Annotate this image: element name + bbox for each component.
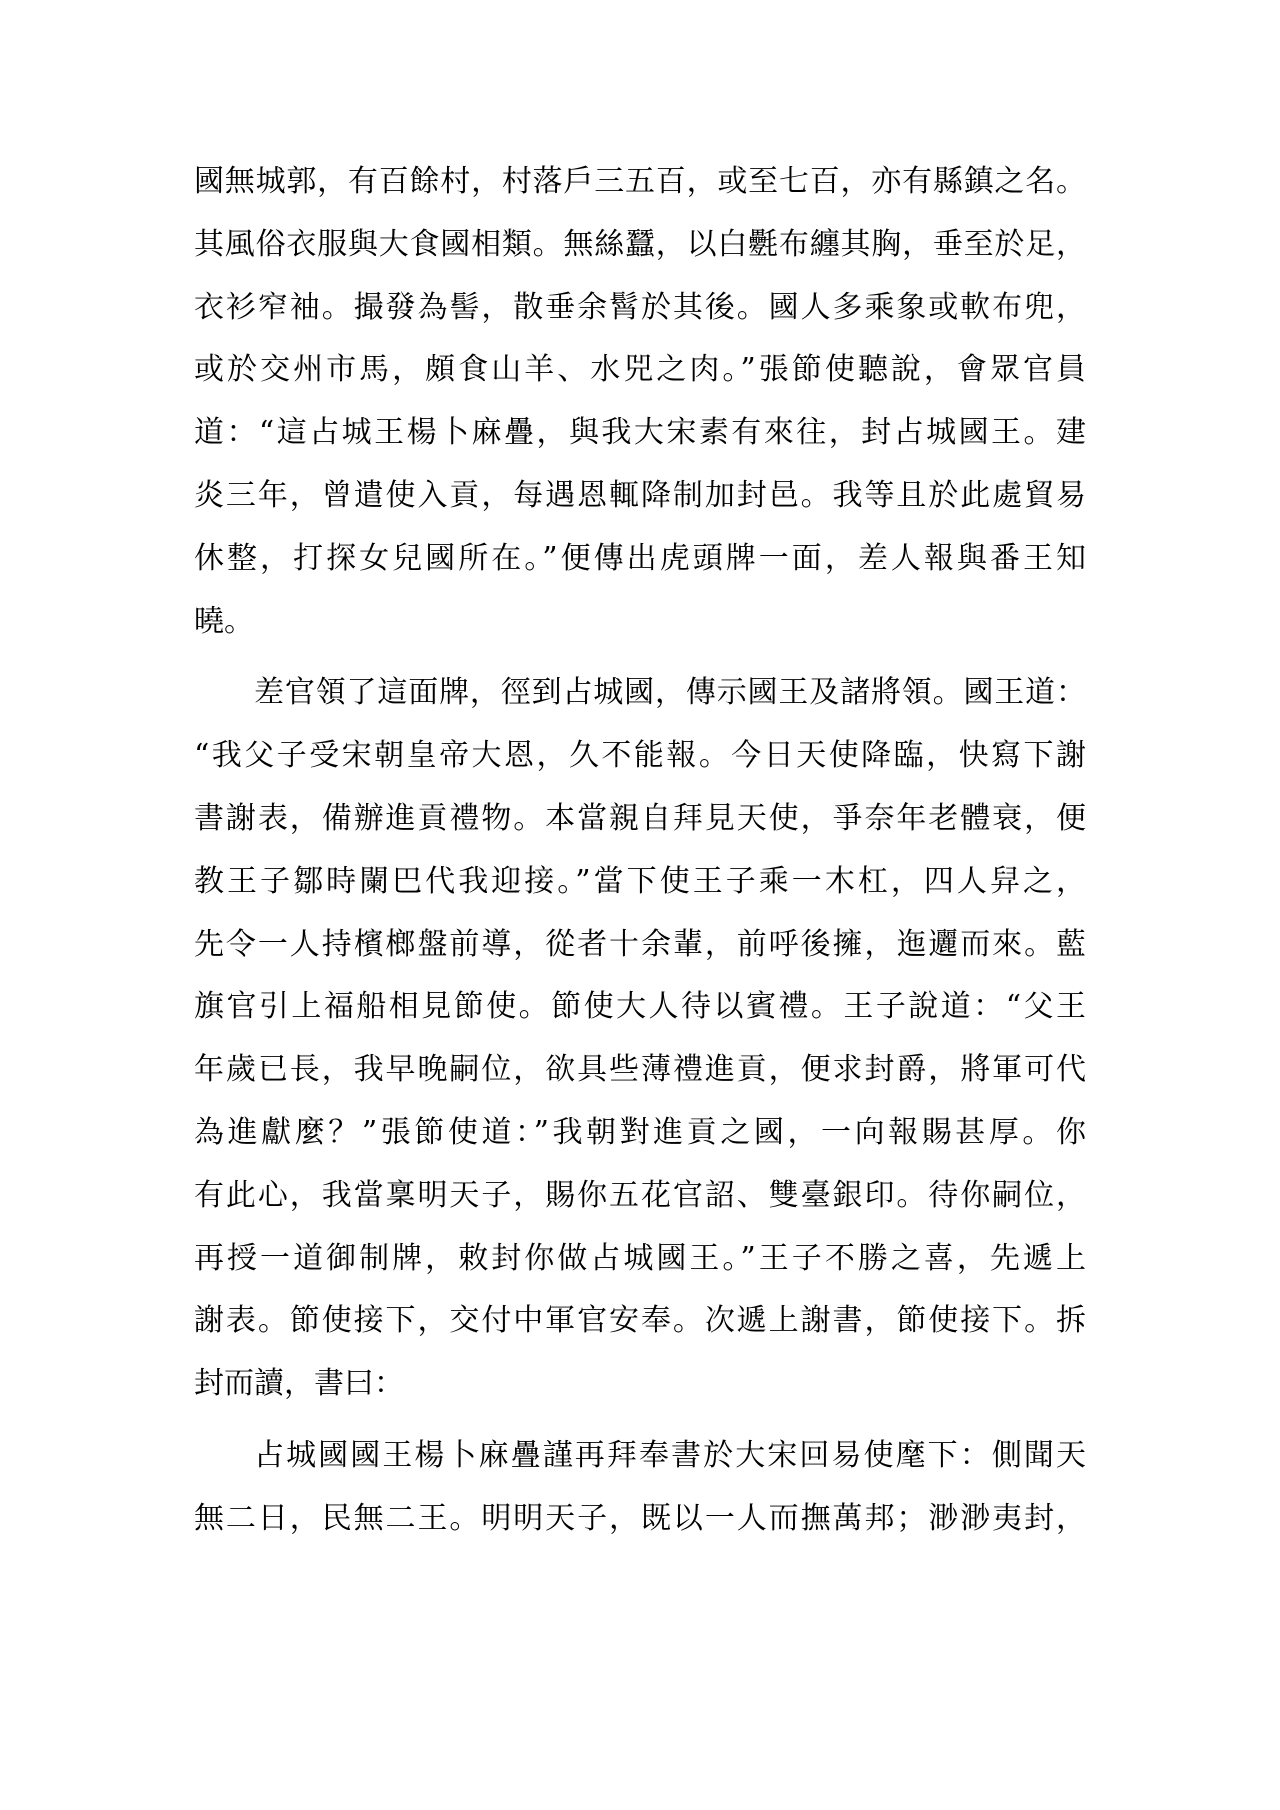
text-line: 有此心，我當稟明天子，賜你五花官詔、雙臺銀印。待你嗣位， <box>194 1177 1086 1213</box>
text-line: 為進獻麼？”張節使道：”我朝對進貢之國，一向報賜甚厚。你 <box>194 1114 1086 1150</box>
paragraph-2 <box>194 662 1086 1416</box>
text-line: 曉。 <box>194 603 254 639</box>
text-line: 或於交州市馬，頗食山羊、水兕之肉。”張節使聽說，會眾官員 <box>194 352 1086 388</box>
text-line: 國無城郭，有百餘村，村落戶三五百，或至七百，亦有縣鎮之名。 <box>194 164 1086 199</box>
paragraph-3 <box>194 1425 1086 1551</box>
text-line: 無二日，民無二王。明明天子，既以一人而撫萬邦；渺渺夷封， <box>194 1500 1086 1536</box>
body-text <box>194 151 1086 1551</box>
text-line: 道：“這占城王楊卜麻疊，與我大宋素有來往，封占城國王。建 <box>194 415 1086 451</box>
text-line: 謝表。節使接下，交付中軍官安奉。次遞上謝書，節使接下。拆 <box>194 1303 1086 1339</box>
text-line: 先令一人持檳榔盤前導，從者十余輩，前呼後擁，迤邐而來。藍 <box>194 926 1086 962</box>
text-line: 差官領了這面牌，徑到占城國，傳示國王及諸將領。國王道： <box>254 675 1086 711</box>
text-line: 書謝表，備辦進貢禮物。本當親自拜見天使，爭奈年老體衰，便 <box>194 800 1086 836</box>
text-line: 年歲已長，我早晚嗣位，欲具些薄禮進貢，便求封爵，將軍可代 <box>194 1052 1086 1088</box>
text-line: 炎三年，曾遣使入貢，每遇恩輒降制加封邑。我等且於此處貿易 <box>194 477 1086 513</box>
text-line: 占城國國王楊卜麻疊謹再拜奉書於大宋回易使麾下：側聞天 <box>254 1437 1086 1473</box>
text-line: “我父子受宋朝皇帝大恩，久不能報。今日天使降臨，快寫下謝 <box>194 738 1086 774</box>
text-line: 其風俗衣服與大食國相類。無絲蠶，以白氎布纏其胸，垂至於足， <box>194 226 1086 262</box>
text-line: 封而讀，書曰： <box>194 1366 404 1402</box>
paragraph-1 <box>194 151 1086 653</box>
text-line: 再授一道御制牌，敕封你做占城國王。”王子不勝之喜，先遞上 <box>194 1240 1086 1276</box>
text-line: 休整，打探女兒國所在。”便傳出虎頭牌一面，差人報與番王知 <box>194 540 1086 576</box>
text-line: 衣衫窄袖。撮發為髻，散垂余髾於其後。國人多乘象或軟布兜， <box>194 289 1086 325</box>
text-line: 旗官引上福船相見節使。節使大人待以賓禮。王子說道：“父王 <box>194 989 1086 1025</box>
text-line: 教王子鄒時闌巴代我迎接。”當下使王子乘一木杠，四人舁之， <box>194 863 1086 899</box>
